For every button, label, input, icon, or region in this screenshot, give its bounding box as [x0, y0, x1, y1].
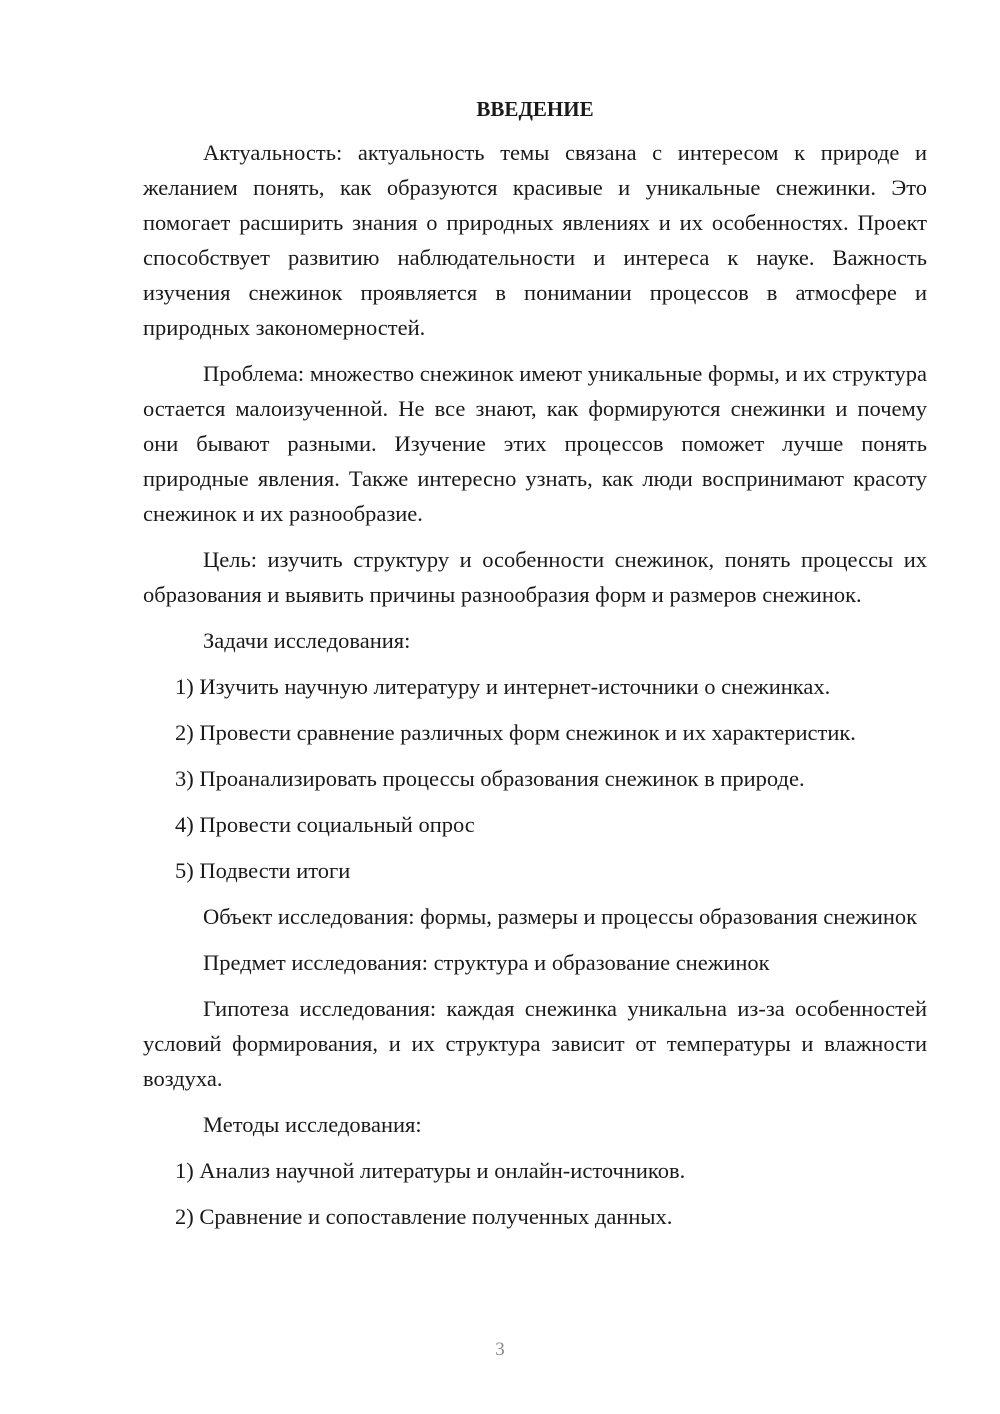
- relevance-paragraph: Актуальность: актуальность темы связана с интересом к природе и желанием понять, как образуются красивые и уникальные снежинки. Это помогает расширить знания о природных явлениях и их особенностях. Проект способствует развитию наблюдательности и интереса к науке. Важность изучения снежинок проявляется в понимании процессов в атмосфере и природных закономерностей.: [143, 140, 927, 340]
- task-item: 5) Подвести итоги: [175, 858, 351, 883]
- tasks-heading: Задачи исследования:: [203, 628, 411, 653]
- task-item: 4) Провести социальный опрос: [175, 812, 475, 837]
- methods-heading: Методы исследования:: [203, 1112, 422, 1137]
- hypothesis-paragraph: Гипотеза исследования: каждая снежинка уникальна из-за особенностей условий формирования, и их структура зависит от температуры и влажности воздуха.: [143, 996, 927, 1091]
- object-paragraph: Объект исследования: формы, размеры и процессы образования снежинок: [203, 904, 918, 929]
- method-item: 2) Сравнение и сопоставление полученных данных.: [175, 1204, 673, 1229]
- task-item: 2) Провести сравнение различных форм снежинок и их характеристик.: [175, 720, 856, 745]
- method-item: 1) Анализ научной литературы и онлайн-источников.: [175, 1158, 686, 1183]
- task-item: 3) Проанализировать процессы образования снежинок в природе.: [175, 766, 805, 791]
- goal-paragraph: Цель: изучить структуру и особенности снежинок, понять процессы их образования и выявить причины разнообразия форм и размеров снежинок.: [143, 547, 927, 607]
- problem-paragraph: Проблема: множество снежинок имеют уникальные формы, и их структура остается малоизученной. Не все знают, как формируются снежинки и почему они бывают разными. Изучение этих процессов поможет лучше понять природные явления. Также интересно узнать, как люди воспринимают красоту снежинок и их разнообразие.: [143, 361, 927, 526]
- subject-paragraph: Предмет исследования: структура и образование снежинок: [203, 950, 770, 975]
- task-item: 1) Изучить научную литературу и интернет-источники о снежинках.: [175, 674, 831, 699]
- section-title: ВВЕДЕНИЕ: [476, 97, 594, 121]
- page-number: 3: [495, 1339, 505, 1360]
